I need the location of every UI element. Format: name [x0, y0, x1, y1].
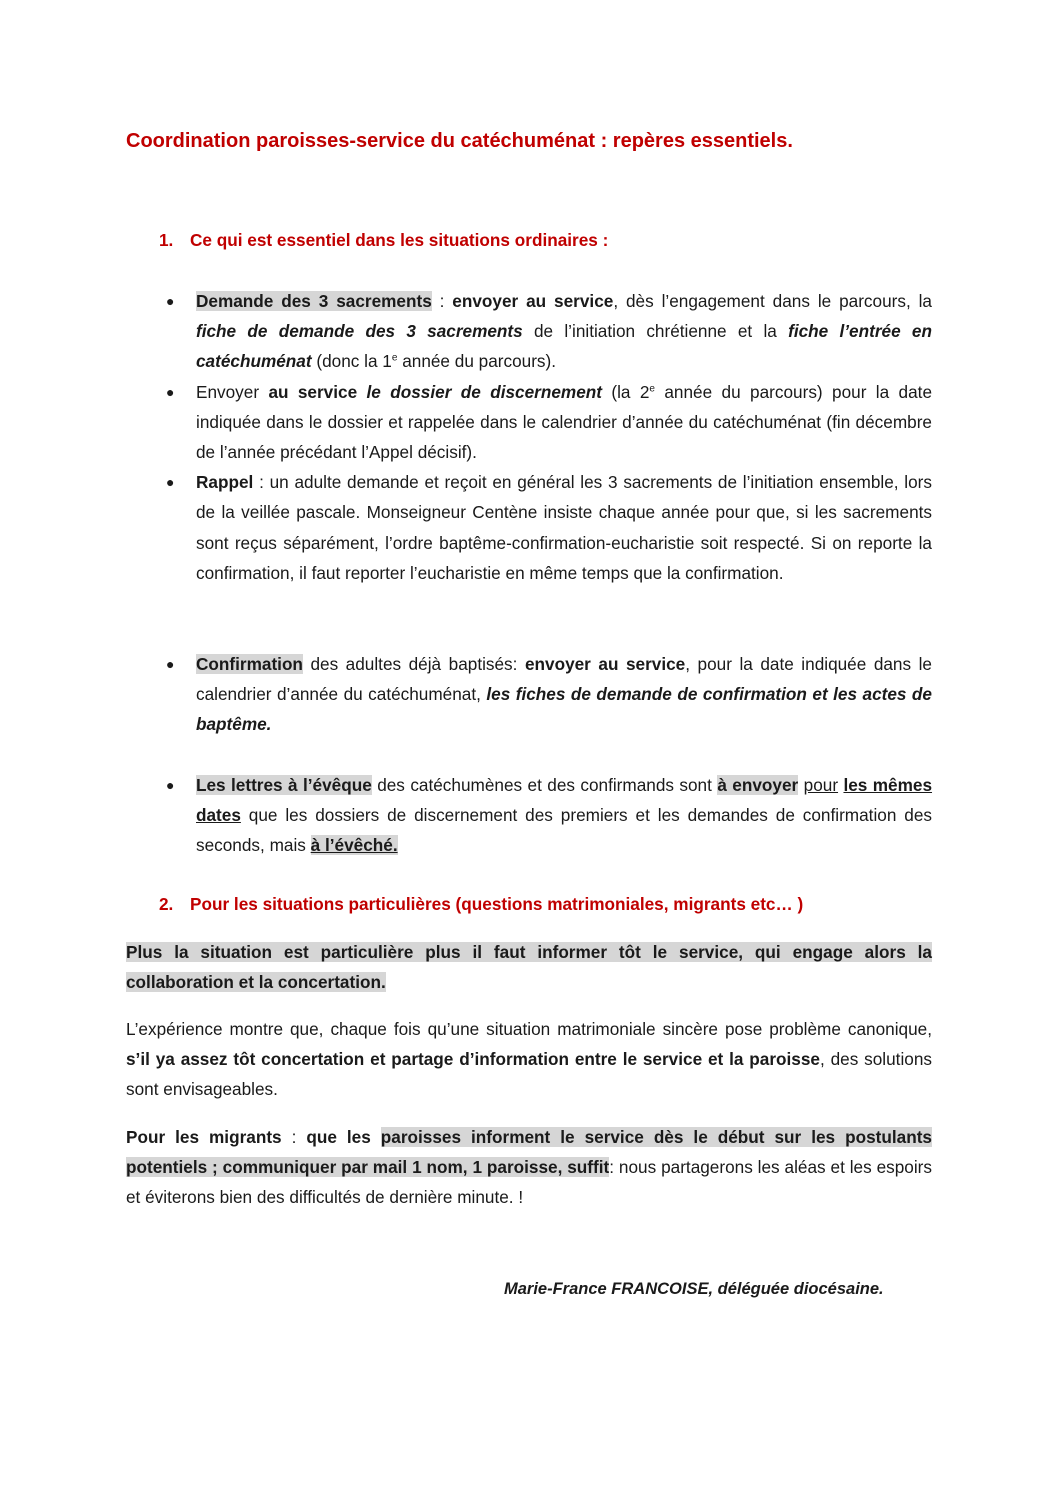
text-run: des catéchumènes et des confirmands sont: [371, 775, 718, 795]
highlight-migrants: paroisses informent le service dès le début sur les postulants potentiels ; communiquer par mail 1 nom, 1 paroisse, suffit: [126, 1127, 932, 1178]
section-2-heading-text: Pour les situations particulières (questions matrimoniales, migrants etc… ): [190, 894, 804, 914]
text-run: Envoyer: [196, 381, 269, 402]
text-run: envoyer au service: [452, 291, 614, 311]
text-run: s’il ya assez tôt concertation et partage d’information entre le service et la paroisse: [126, 1049, 820, 1070]
list-item-dossier: [160, 377, 932, 468]
text-run: fiche de demande des 3 sacrements: [196, 321, 523, 342]
text-run: [357, 382, 366, 402]
section-2-heading: [159, 894, 803, 915]
section-2-number: 2.: [159, 894, 174, 914]
text-run: , dès l’engagement dans le parcours, la: [613, 291, 932, 311]
text-run: Pour les migrants: [126, 1127, 282, 1147]
bullet-icon: ●: [166, 656, 175, 672]
section-1-number: 1.: [159, 230, 174, 250]
bullet-icon: ●: [166, 474, 175, 491]
text-run: , pour la date indiquée dans le calendrier d’année du catéchuménat,: [196, 654, 932, 705]
text-run: les fiches de demande de confirmation et les actes de baptême.: [196, 684, 932, 735]
text-run: [371, 1127, 381, 1147]
paragraph-experience: [126, 1014, 932, 1105]
text-run: Rappel: [196, 472, 254, 493]
paragraph-situation: [126, 937, 932, 997]
text-run: année du parcours) pour la date indiquée dans le dossier et rappelée dans le calendrier d’année du catéchuménat (fin décembre de l’année précédant l’Appel décisif).: [196, 381, 933, 463]
text-run: au service: [268, 381, 358, 402]
section-1-heading-text: Ce qui est essentiel dans les situations ordinaires :: [190, 230, 609, 250]
section-1-list-a: [160, 286, 932, 588]
list-item-demande: [160, 286, 932, 377]
section-1-list-c: [160, 770, 932, 861]
highlight-situation: Plus la situation est particulière plus il faut informer tôt le service, qui engage alors la collaboration et la concertation.: [126, 942, 932, 993]
text-run: , des solutions sont envisageables.: [126, 1049, 932, 1100]
list-item-confirmation: [160, 649, 932, 740]
superscript: e: [391, 352, 398, 364]
highlight-lettres: Les lettres à l’évêque: [196, 775, 372, 795]
bullet-icon: ●: [166, 383, 175, 400]
text-run: :: [431, 291, 453, 311]
text-run: les mêmes dates: [196, 775, 933, 826]
superscript: e: [649, 382, 655, 394]
text-run: : nous partagerons les aléas et les espoirs et éviterons bien des difficultés de dernière minute. !: [126, 1157, 932, 1208]
text-run: L’expérience montre que, chaque fois qu’une situation matrimoniale sincère pose problème canonique,: [126, 1019, 932, 1039]
text-run: :: [281, 1127, 307, 1147]
list-item-lettres: [160, 770, 932, 861]
text-run: le dossier de discernement: [366, 381, 602, 402]
bullet-icon: ●: [166, 777, 175, 793]
text-run: envoyer au service: [524, 654, 686, 674]
highlight-demande: Demande des 3 sacrements: [196, 291, 432, 311]
text-run: (donc la 1: [311, 351, 392, 372]
highlight-confirmation: Confirmation: [196, 654, 303, 674]
paragraph-migrants: [126, 1122, 932, 1213]
text-run: des adultes déjà baptisés:: [302, 654, 525, 674]
highlight-eveche: à l’évêché.: [310, 835, 398, 856]
text-run: pour: [803, 775, 839, 795]
text-run: (la 2: [601, 381, 650, 402]
text-run: de l’initiation chrétienne et la: [522, 321, 789, 342]
list-item-rappel: [160, 467, 932, 588]
section-1-list-b: [160, 649, 932, 740]
text-run: fiche l’entrée en catéchuménat: [196, 321, 932, 372]
signature: Marie-France FRANCOISE, déléguée diocésaine.: [504, 1280, 884, 1298]
section-1-heading: [159, 230, 608, 251]
highlight-a-envoyer: à envoyer: [717, 775, 799, 795]
text-run: année du parcours).: [397, 351, 557, 372]
text-run: que les dossiers de discernement des premiers et les demandes de confirmation des seconds, mais: [196, 805, 932, 856]
text-run: : un adulte demande et reçoit en général les 3 sacrements de l’initiation ensemble, lors de la veillée pascale. Monseigneur Centène insiste chaque année pour que, si les sacrements sont reçus séparément, l’ordre baptême-confirmation-eucharistie soit respecté. Si on reporte la confirmation, il faut reporter l’eucharistie en même temps que la confirmation.: [196, 472, 932, 583]
bullet-icon: ●: [166, 293, 175, 309]
text-run: que les: [306, 1127, 371, 1147]
document-title: Coordination paroisses-service du catéchuménat : repères essentiels.: [126, 130, 793, 152]
